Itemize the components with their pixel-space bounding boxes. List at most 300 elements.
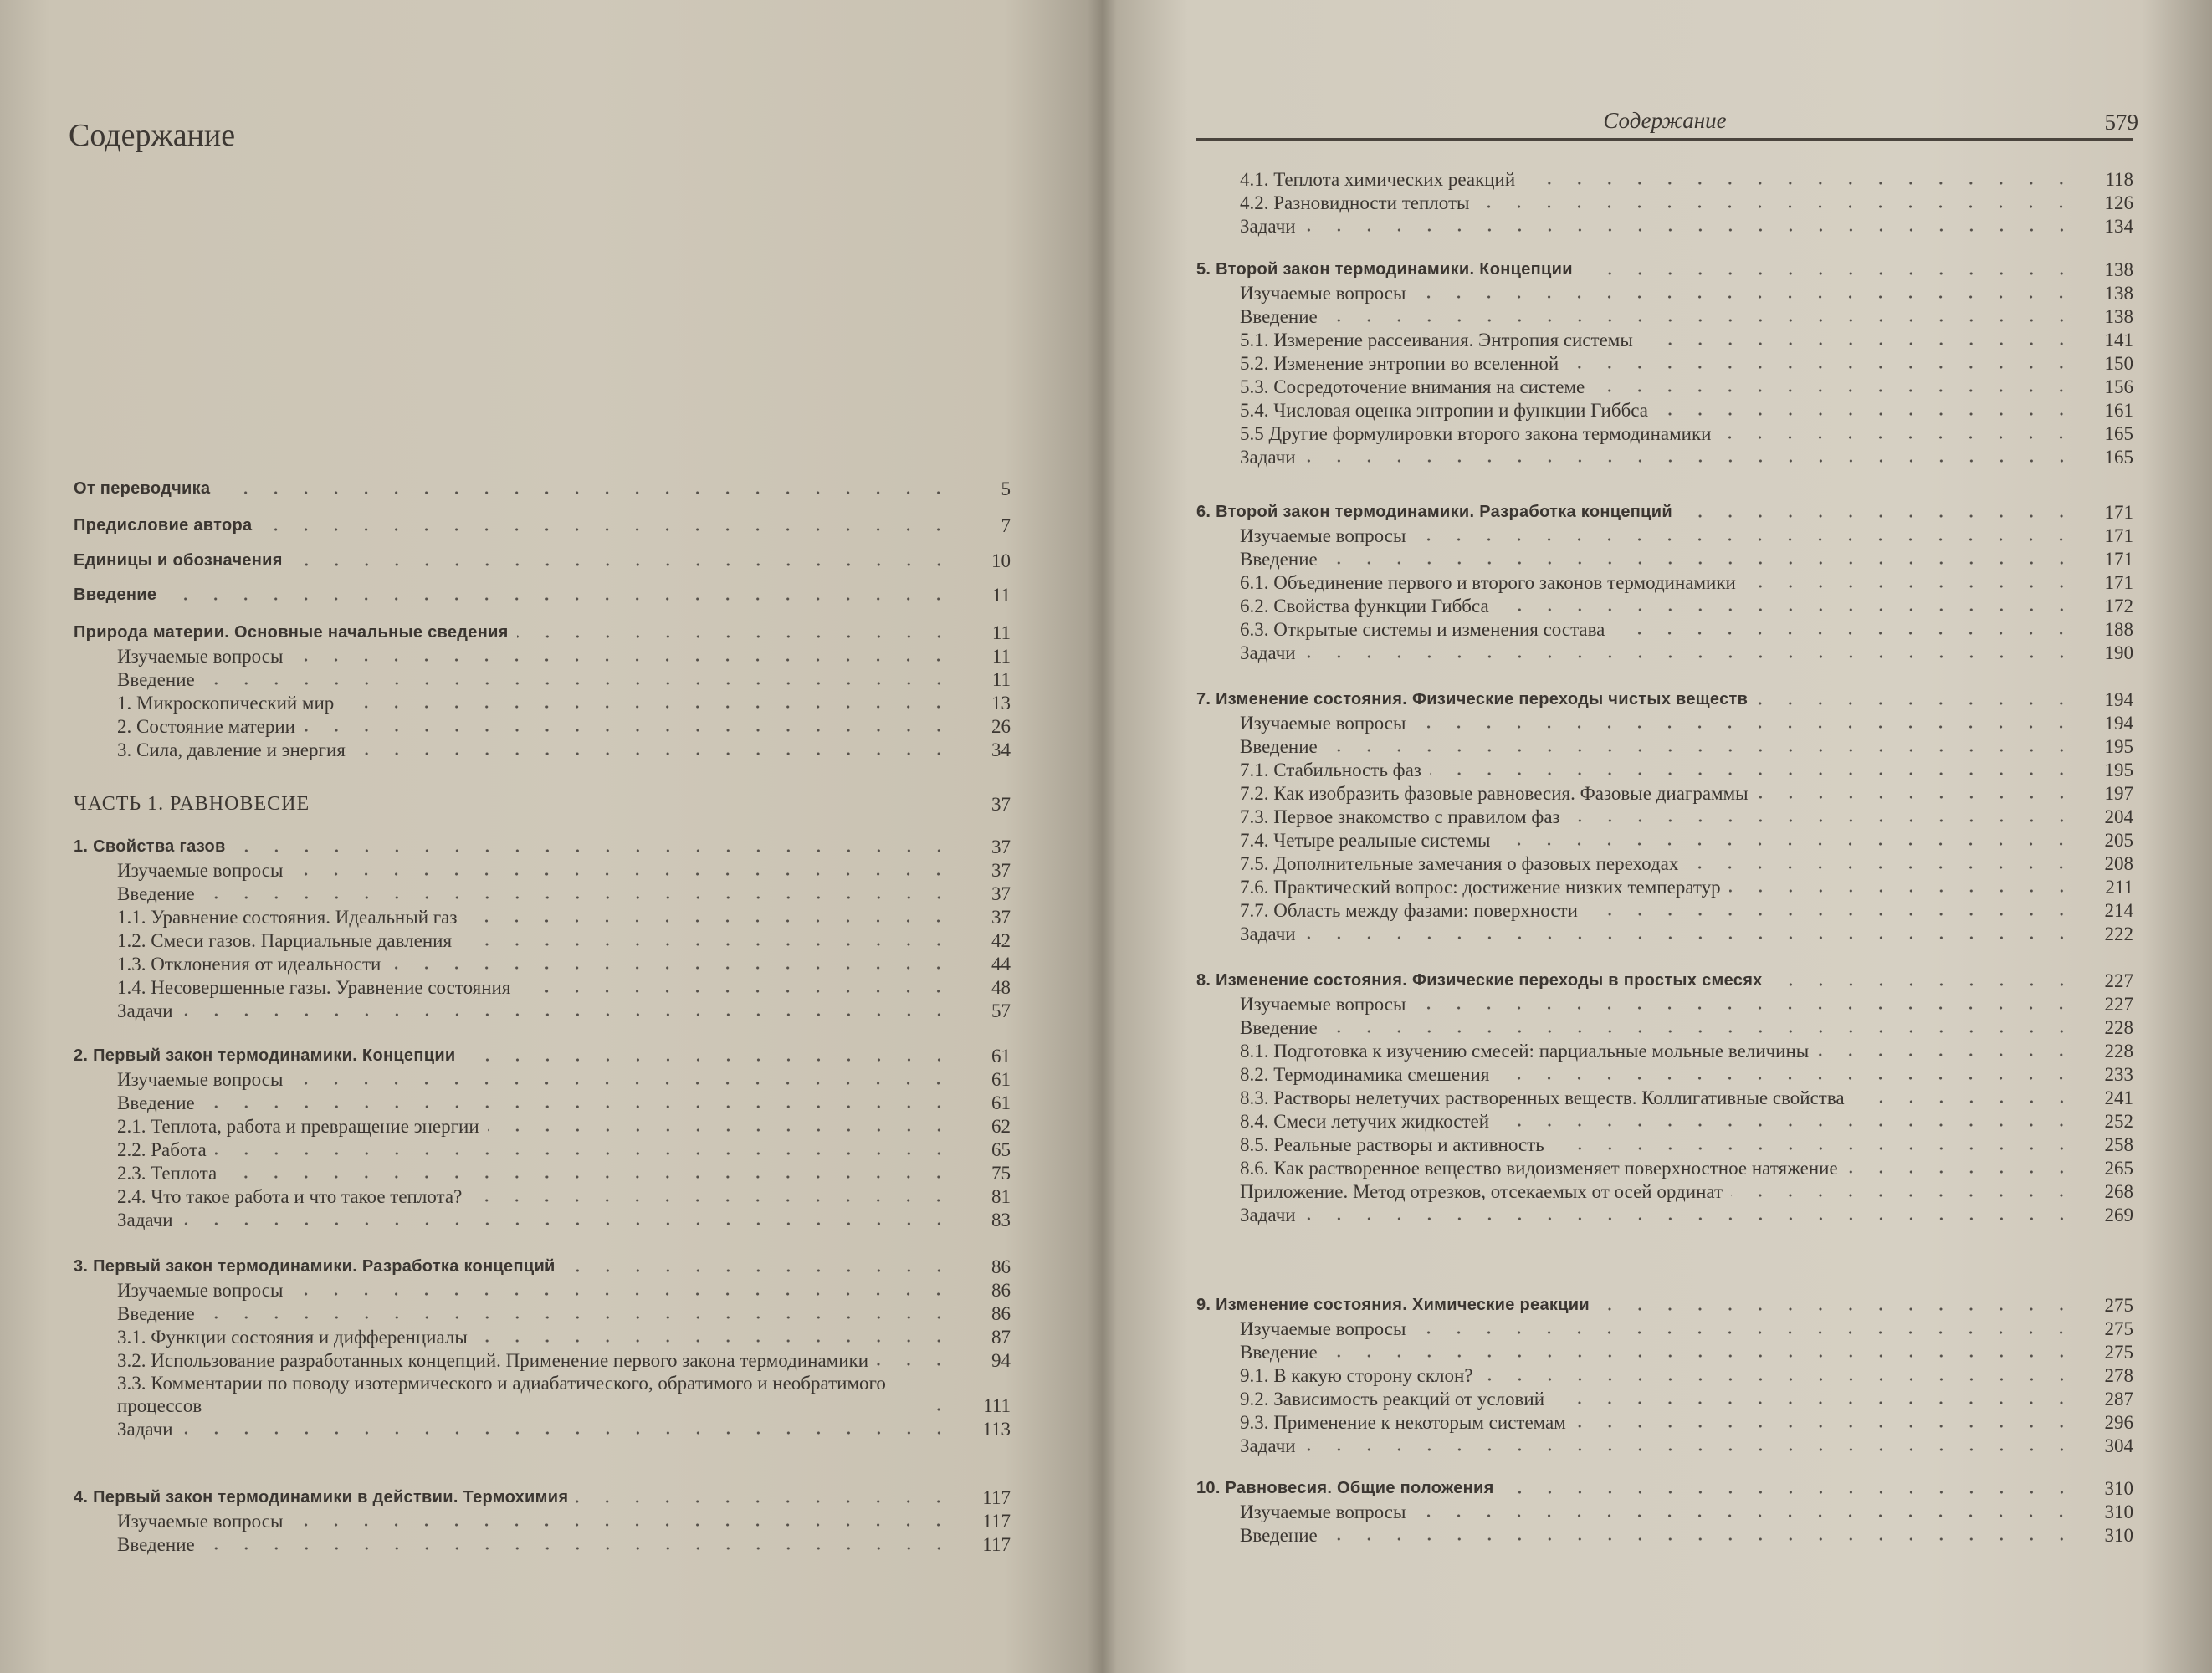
toc-entry — [1196, 351, 2133, 375]
dot-leader — [1304, 228, 2076, 233]
toc-page-number: 211 — [2105, 877, 2133, 898]
toc-entry-title: 8. Изменение состояния. Физические переходы в простых смесях — [1196, 971, 1763, 990]
dot-leader — [1326, 1537, 2076, 1542]
toc-entry-title: Введение — [117, 1303, 195, 1324]
toc-page-number: 171 — [2104, 572, 2133, 593]
toc-entry — [74, 738, 1011, 761]
toc-section — [74, 1044, 1011, 1231]
toc-page-number: 252 — [2104, 1111, 2133, 1132]
toc-entry-title: 1.1. Уравнение состояния. Идеальный газ — [117, 907, 458, 928]
dot-leader — [937, 1407, 954, 1412]
toc-page-number: 134 — [2104, 216, 2133, 237]
toc-page-number: 269 — [2104, 1205, 2133, 1225]
toc-entry-title: Введение — [1240, 1525, 1318, 1546]
dot-leader — [1569, 818, 2076, 823]
toc-entry-title: Изучаемые вопросы — [1240, 1318, 1406, 1339]
toc-page-number: 227 — [2104, 994, 2133, 1015]
dot-leader — [1846, 1169, 2076, 1174]
toc-entry-title: Введение — [117, 883, 195, 904]
toc-entry — [74, 1372, 1011, 1417]
toc-entry — [74, 1325, 1011, 1348]
toc-chapter-entry — [74, 1486, 1011, 1509]
toc-chapter-entry — [74, 621, 1011, 644]
toc-page-number: 141 — [2104, 330, 2133, 350]
toc-entry — [1196, 734, 2133, 758]
dot-leader — [1304, 458, 2076, 463]
toc-entry-title: 7. Изменение состояния. Физические переходы чистых веществ — [1196, 690, 1749, 709]
toc-section — [74, 514, 1011, 537]
toc-page-number: 304 — [2104, 1435, 2133, 1456]
toc-page-number: 205 — [2104, 830, 2133, 851]
dot-leader — [203, 1546, 954, 1551]
dot-leader — [877, 1362, 954, 1367]
toc-page-number: 42 — [991, 930, 1011, 951]
toc-page-number: 228 — [2104, 1017, 2133, 1038]
toc-page-number: 138 — [2104, 259, 2133, 280]
toc-page-number: 5 — [1001, 478, 1011, 499]
toc-entry — [1196, 805, 2133, 828]
dot-leader — [1304, 1216, 2076, 1221]
toc-page-number: 10 — [991, 550, 1011, 571]
toc-entry-title: Изучаемые вопросы — [117, 1511, 284, 1532]
dot-leader — [203, 681, 954, 686]
toc-entry — [74, 1067, 1011, 1091]
toc-page-number: 214 — [2104, 900, 2133, 921]
toc-entry-title: Изучаемые вопросы — [1240, 283, 1406, 304]
toc-page-number: 37 — [991, 907, 1011, 928]
toc-page-number: 7 — [1001, 515, 1011, 536]
toc-page-number: 241 — [2104, 1087, 2133, 1108]
toc-entry — [74, 1114, 1011, 1138]
toc-page-number: 11 — [991, 669, 1011, 690]
dot-leader — [291, 872, 954, 877]
toc-entry — [1196, 617, 2133, 641]
toc-entry-title: 8.1. Подготовка к изучению смесей: парциальные мольные величины — [1240, 1041, 1810, 1062]
toc-page-number: 197 — [2104, 783, 2133, 804]
dot-leader — [1326, 1353, 2076, 1358]
toc-entry — [1196, 1340, 2133, 1363]
toc-entry — [74, 952, 1011, 975]
toc-entry — [1196, 1062, 2133, 1086]
dot-leader — [1414, 1005, 2076, 1010]
toc-entry-title: 5.1. Измерение рассеивания. Энтропия системы — [1240, 330, 1633, 350]
toc-page-number: 275 — [2104, 1295, 2133, 1316]
dot-leader — [1586, 912, 2076, 917]
toc-entry-title: Задачи — [117, 1000, 173, 1021]
toc-page-number: 117 — [982, 1534, 1011, 1555]
toc-entry-title: 7.6. Практический вопрос: достижение низких температур — [1240, 877, 1721, 898]
toc-entry-title: 7.1. Стабильность фаз — [1240, 760, 1421, 780]
toc-entry-title: Изучаемые вопросы — [117, 646, 284, 667]
toc-entry-title: Задачи — [117, 1210, 173, 1230]
toc-entry — [1196, 214, 2133, 238]
toc-entry-title: 3. Сила, давление и энергия — [117, 739, 346, 760]
dot-leader — [234, 848, 954, 853]
toc-page-number: 310 — [2104, 1478, 2133, 1499]
dot-leader — [165, 596, 954, 601]
toc-page-number: 171 — [2104, 525, 2133, 546]
toc-chapter-entry — [1196, 1476, 2133, 1500]
toc-page-number: 172 — [2104, 596, 2133, 617]
toc-entry-title: ЧАСТЬ 1. РАВНОВЕСИЕ — [74, 793, 310, 815]
toc-entry — [1196, 922, 2133, 945]
dot-leader — [1414, 294, 2076, 299]
dot-leader — [1304, 1447, 2076, 1452]
toc-entry — [1196, 1109, 2133, 1133]
toc-entry — [1196, 570, 2133, 594]
toc-entry-title: Введение — [1240, 736, 1318, 757]
right-page — [1113, 0, 2212, 1673]
toc-chapter-entry — [74, 1255, 1011, 1278]
toc-page-number: 150 — [2104, 353, 2133, 374]
toc-entry-title: Приложение. Метод отрезков, отсекаемых от осей ординат — [1240, 1181, 1723, 1202]
toc-entry — [1196, 445, 2133, 468]
dot-leader — [1523, 181, 2076, 186]
toc-entry — [74, 1161, 1011, 1184]
toc-section — [74, 583, 1011, 606]
toc-chapter-entry — [1196, 688, 2133, 711]
dot-leader — [1853, 1099, 2076, 1104]
toc-entry-title: От переводчика — [74, 479, 211, 498]
toc-entry — [1196, 852, 2133, 875]
dot-leader — [182, 1221, 954, 1226]
toc-section — [1196, 969, 2133, 1226]
toc-entry-title: 3.2. Использование разработанных концепций. Применение первого закона термодинамики — [117, 1350, 869, 1371]
toc-entry-title: 3.3. Комментарии по поводу изотермического и адиабатического, обратимого и необратимого процессов — [117, 1373, 886, 1416]
toc-entry-title: 8.2. Термодинамика смешения — [1240, 1064, 1490, 1085]
toc-entry — [1196, 1039, 2133, 1062]
dot-leader — [464, 1057, 954, 1062]
toc-chapter-entry — [1196, 500, 2133, 524]
toc-part-heading — [74, 792, 1011, 816]
toc-page-number: 81 — [991, 1186, 1011, 1207]
toc-page-number: 37 — [991, 794, 1011, 815]
toc-entry — [74, 1278, 1011, 1302]
toc-entry — [1196, 1523, 2133, 1547]
toc-entry-title: 8.6. Как растворенное вещество видоизменяет поверхностное натяжение — [1240, 1158, 1838, 1179]
dot-leader — [1731, 1193, 2076, 1198]
toc-entry — [74, 929, 1011, 952]
dot-leader — [1744, 584, 2076, 589]
toc-entry — [1196, 1410, 2133, 1434]
toc-page-number: 258 — [2104, 1134, 2133, 1155]
toc-page-number: 126 — [2104, 192, 2133, 213]
toc-page-number: 117 — [982, 1487, 1011, 1508]
dot-leader — [318, 806, 954, 811]
toc-entry — [1196, 281, 2133, 304]
dot-leader — [203, 1315, 954, 1320]
dot-leader — [576, 1499, 954, 1504]
dot-leader — [1756, 701, 2076, 706]
toc-page-number: 61 — [991, 1092, 1011, 1113]
toc-entry-title: 7.2. Как изобразить фазовые равновесия. Фазовые диаграммы — [1240, 783, 1749, 804]
toc-entry-title: 7.7. Область между фазами: поверхности — [1240, 900, 1578, 921]
toc-entry — [1196, 375, 2133, 398]
toc-entry — [1196, 328, 2133, 351]
toc-page-number: 310 — [2104, 1525, 2133, 1546]
dot-leader — [354, 751, 954, 756]
toc-entry-title: 1.4. Несовершенные газы. Уравнение состояния — [117, 977, 511, 998]
toc-page-number: 111 — [983, 1395, 1011, 1416]
dot-leader — [291, 1292, 954, 1297]
dot-leader — [1498, 607, 2076, 612]
toc-entry-title: 4.1. Теплота химических реакций — [1240, 169, 1516, 190]
dot-leader — [1581, 271, 2076, 276]
toc-chapter-entry — [1196, 258, 2133, 281]
toc-page-number: 87 — [991, 1327, 1011, 1348]
toc-page-number: 117 — [982, 1511, 1011, 1532]
dot-leader — [1326, 560, 2076, 565]
toc-entry-title: 9.1. В какую сторону склон? — [1240, 1365, 1473, 1386]
toc-entry — [1196, 1434, 2133, 1457]
toc-entry-title: 8.5. Реальные растворы и активность — [1240, 1134, 1544, 1155]
dot-leader — [304, 728, 954, 733]
toc-entry-title: Изучаемые вопросы — [1240, 994, 1406, 1015]
toc-entry-title: 10. Равновесия. Общие положения — [1196, 1479, 1494, 1497]
toc-page-number: 278 — [2104, 1365, 2133, 1386]
toc-entry-title: Введение — [1240, 1017, 1318, 1038]
dot-leader — [470, 1198, 954, 1203]
toc-entry — [74, 1348, 1011, 1372]
toc-entry — [74, 1138, 1011, 1161]
toc-page-number: 161 — [2104, 400, 2133, 421]
dot-leader — [1304, 935, 2076, 940]
toc-page-number: 48 — [991, 977, 1011, 998]
toc-entry — [1196, 992, 2133, 1016]
page-title: Содержание — [69, 118, 236, 153]
toc-page-number: 138 — [2104, 306, 2133, 327]
toc-entry-title: 2.2. Работа — [117, 1139, 207, 1160]
toc-entry-title: Введение — [1240, 549, 1318, 570]
dot-leader — [1719, 435, 2076, 440]
dot-leader — [182, 1430, 954, 1435]
toc-entry-title: 6.1. Объединение первого и второго законов термодинамики — [1240, 572, 1736, 593]
toc-page-number: 275 — [2104, 1342, 2133, 1363]
toc-page-number: 37 — [991, 836, 1011, 857]
dot-leader — [218, 490, 954, 495]
toc-section — [74, 549, 1011, 572]
toc-page-number: 83 — [991, 1210, 1011, 1230]
dot-leader — [215, 1151, 954, 1156]
toc-page-number: 165 — [2104, 447, 2133, 468]
toc-entry-title: 1.3. Отклонения от идеальности — [117, 954, 381, 975]
running-head-title: Содержание — [1603, 108, 1727, 133]
dot-leader — [1498, 1123, 2076, 1128]
toc-page-number: 61 — [991, 1046, 1011, 1067]
toc-page-number: 188 — [2104, 619, 2133, 640]
toc-page-number: 86 — [991, 1303, 1011, 1324]
toc-page-number: 11 — [991, 646, 1011, 667]
toc-page-number: 310 — [2104, 1502, 2133, 1522]
toc-section — [1196, 500, 2133, 664]
toc-entry-title: Задачи — [1240, 1435, 1296, 1456]
toc-page-number: 94 — [991, 1350, 1011, 1371]
toc-entry-title: Задачи — [1240, 216, 1296, 237]
toc-entry — [1196, 594, 2133, 617]
toc-entry-title: 8.4. Смеси летучих жидкостей — [1240, 1111, 1490, 1132]
toc-page-number: 233 — [2104, 1064, 2133, 1085]
left-page — [0, 0, 1096, 1673]
dot-leader — [1482, 1377, 2076, 1382]
toc-page-number: 265 — [2104, 1158, 2133, 1179]
dot-leader — [1498, 842, 2076, 847]
toc-entry-title: Задачи — [1240, 642, 1296, 663]
toc-page-number: 26 — [991, 716, 1011, 737]
toc-entry-title: 5.4. Числовая оценка энтропии и функции Гиббса — [1240, 400, 1648, 421]
toc-entry-title: Изучаемые вопросы — [1240, 525, 1406, 546]
toc-entry — [74, 668, 1011, 691]
dot-leader — [260, 527, 954, 532]
toc-entry — [1196, 304, 2133, 328]
toc-entry-title: 1.2. Смеси газов. Парциальные давления — [117, 930, 453, 951]
toc-entry-title: 1. Свойства газов — [74, 837, 226, 856]
toc-entry — [74, 999, 1011, 1022]
dot-leader — [488, 1128, 954, 1133]
toc-page-number: 34 — [991, 739, 1011, 760]
toc-chapter-entry — [1196, 969, 2133, 992]
toc-entry — [1196, 1363, 2133, 1387]
toc-entry — [1196, 1156, 2133, 1179]
running-header — [1196, 105, 2138, 141]
toc-page-number: 296 — [2104, 1412, 2133, 1433]
toc-entry — [1196, 1203, 2133, 1226]
dot-leader — [1598, 1307, 2076, 1312]
dot-leader — [1498, 1076, 2076, 1081]
toc-section — [74, 621, 1011, 761]
dot-leader — [182, 1012, 954, 1017]
toc-page-number: 268 — [2104, 1181, 2133, 1202]
toc-page-number: 194 — [2104, 689, 2133, 710]
toc-entry-title: 2.4. Что такое работа и что такое теплота? — [117, 1186, 463, 1207]
toc-entry-title: 1. Микроскопический мир — [117, 693, 335, 714]
dot-leader — [1326, 318, 2076, 323]
dot-leader — [1553, 1400, 2076, 1405]
toc-page-number: 208 — [2104, 853, 2133, 874]
toc-page-number: 57 — [991, 1000, 1011, 1021]
toc-page-number: 113 — [982, 1419, 1011, 1440]
toc-section — [74, 1255, 1011, 1440]
toc-entry-title: Изучаемые вопросы — [1240, 713, 1406, 734]
toc-page-number: 195 — [2104, 736, 2133, 757]
toc-entry-title: 2. Первый закон термодинамики. Концепции — [74, 1046, 456, 1065]
dot-leader — [1326, 748, 2076, 753]
toc-page-number: 62 — [991, 1116, 1011, 1137]
dot-leader — [1593, 388, 2076, 393]
toc-entry-title: Введение — [74, 586, 157, 604]
toc-entry — [1196, 875, 2133, 898]
toc-entry — [1196, 828, 2133, 852]
toc-entry — [1196, 547, 2133, 570]
toc-entry — [1196, 641, 2133, 664]
dot-leader — [564, 1268, 954, 1273]
toc-section — [1196, 258, 2133, 468]
toc-entry — [1196, 1016, 2133, 1039]
toc-entry — [1196, 1387, 2133, 1410]
toc-page-number: 171 — [2104, 502, 2133, 523]
toc-section — [1196, 167, 2133, 238]
toc-entry — [1196, 1179, 2133, 1203]
toc-chapter-entry — [74, 835, 1011, 858]
toc-page-number: 275 — [2104, 1318, 2133, 1339]
toc-entry-title: 2. Состояние материи — [117, 716, 295, 737]
toc-entry — [1196, 1086, 2133, 1109]
toc-entry — [1196, 422, 2133, 445]
toc-entry — [74, 1091, 1011, 1114]
toc-entry-title: 4.2. Разновидности теплоты — [1240, 192, 1470, 213]
toc-page-number: 204 — [2104, 806, 2133, 827]
toc-entry-title: 6.2. Свойства функции Гиббса — [1240, 596, 1489, 617]
dot-leader — [1757, 795, 2076, 800]
toc-entry — [74, 1509, 1011, 1532]
toc-chapter-entry — [74, 1044, 1011, 1067]
dot-leader — [465, 918, 954, 923]
dot-leader — [1817, 1052, 2076, 1057]
toc-section — [1196, 1293, 2133, 1457]
dot-leader — [1729, 888, 2076, 893]
toc-entry — [74, 1532, 1011, 1556]
toc-entry-title: 8.3. Растворы нелетучих растворенных веществ. Коллигативные свойства — [1240, 1087, 1845, 1108]
toc-entry — [74, 975, 1011, 999]
toc-page-number: 156 — [2104, 376, 2133, 397]
dot-leader — [1681, 514, 2076, 519]
toc-entry-title: Задачи — [1240, 1205, 1296, 1225]
toc-page-number: 37 — [991, 883, 1011, 904]
toc-entry-title: Единицы и обозначения — [74, 551, 283, 570]
toc-entry-title: Введение — [117, 1534, 195, 1555]
toc-entry — [74, 905, 1011, 929]
dot-leader — [291, 1522, 954, 1527]
toc-entry — [1196, 167, 2133, 191]
toc-entry-title: 7.4. Четыре реальные системы — [1240, 830, 1491, 851]
dot-leader — [1553, 1146, 2076, 1151]
toc-entry — [74, 882, 1011, 905]
toc-chapter-entry — [74, 477, 1011, 500]
toc-entry-title: 7.3. Первое знакомство с правилом фаз — [1240, 806, 1560, 827]
dot-leader — [1771, 982, 2076, 987]
toc-page-number: 287 — [2104, 1389, 2133, 1410]
toc-chapter-entry — [74, 549, 1011, 572]
dot-leader — [1414, 1513, 2076, 1518]
toc-page-number: 195 — [2104, 760, 2133, 780]
toc-entry — [1196, 524, 2133, 547]
toc-page-number: 171 — [2104, 549, 2133, 570]
toc-page-number: 165 — [2104, 423, 2133, 444]
toc-page-number: 190 — [2104, 642, 2133, 663]
dot-leader — [1503, 1490, 2076, 1495]
dot-leader — [342, 704, 954, 709]
toc-entry-title: Задачи — [1240, 923, 1296, 944]
toc-chapter-entry — [1196, 1293, 2133, 1317]
toc-entry — [74, 691, 1011, 714]
dot-leader — [1477, 204, 2076, 209]
toc-entry — [1196, 191, 2133, 214]
toc-entry-title: Введение — [1240, 306, 1318, 327]
toc-page-number: 44 — [991, 954, 1011, 975]
toc-entry — [74, 1208, 1011, 1231]
toc-section — [1196, 1476, 2133, 1547]
toc-page-number: 227 — [2104, 970, 2133, 991]
toc-section — [74, 835, 1011, 1022]
dot-leader — [517, 634, 954, 639]
toc-section — [74, 1486, 1011, 1556]
toc-entry-title: 3.1. Функции состояния и дифференциалы — [117, 1327, 468, 1348]
toc-entry — [1196, 711, 2133, 734]
toc-page-number: 37 — [991, 860, 1011, 881]
dot-leader — [1567, 365, 2076, 370]
toc-entry-title: 2.3. Теплота — [117, 1163, 218, 1184]
toc-chapter-entry — [74, 583, 1011, 606]
toc-entry-title: Введение — [117, 669, 195, 690]
